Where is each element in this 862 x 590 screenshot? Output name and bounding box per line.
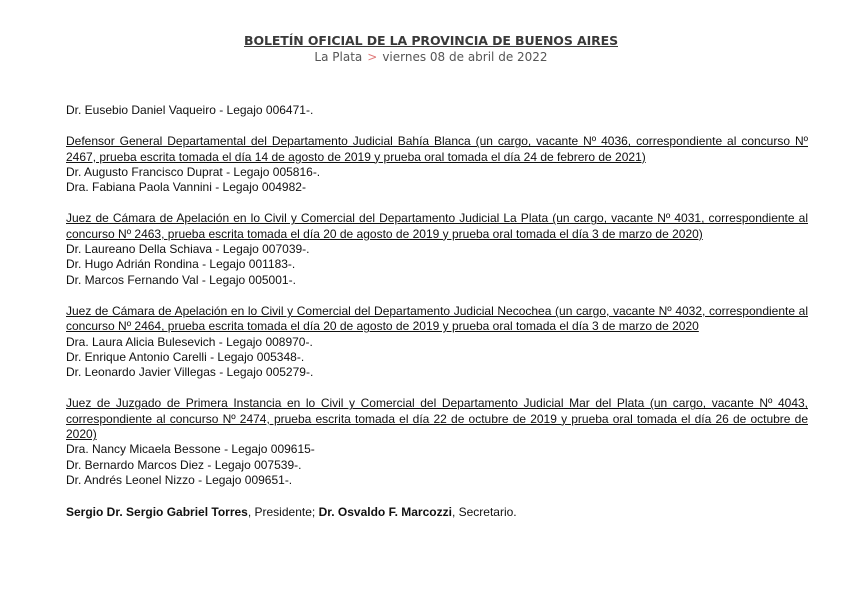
candidate-line: Dra. Fabiana Paola Vannini - Legajo 004982- [66, 180, 306, 195]
dateline-city: La Plata [314, 50, 363, 64]
dateline-separator: > [367, 50, 378, 64]
section-title: Juez de Cámara de Apelación en lo Civil y Comercial del Departamento Judicial La Plata (un cargo, vacante Nº 4031, correspondiente al concurso Nº 2463, prueba escrita tomada el día 20 de agosto de 2019 y prueba oral tomada el día 3 de marzo de 2020) [66, 211, 808, 241]
candidate-line: Dr. Augusto Francisco Duprat - Legajo 005816-. [66, 164, 321, 179]
candidate-line: Dr. Hugo Adrián Rondina - Legajo 001183-. [66, 257, 296, 272]
candidate-line: Dr. Leonardo Javier Villegas - Legajo 005279-. [66, 365, 314, 380]
intro-line: Dr. Eusebio Daniel Vaqueiro - Legajo 006471-. [66, 103, 314, 117]
candidate-line: Dr. Enrique Antonio Carelli - Legajo 005348-. [66, 349, 305, 364]
secretary-role: , Secretario. [451, 505, 517, 520]
document-header [0, 33, 862, 64]
section-title: Juez de Juzgado de Primera Instancia en lo Civil y Comercial del Departamento Judicial Mar del Plata (un cargo, vacante Nº 4043, correspondiente al concurso Nº 2474, prueba escrita tomada el día 22 de octubre de 2019 y prueba oral tomada el día 26 de octubre de 2020) [66, 396, 808, 442]
dateline-date: viernes 08 de abril de 2022 [382, 50, 548, 64]
secretary-name: Dr. Osvaldo F. Marcozzi [318, 505, 452, 520]
candidate-line: Dr. Laureano Della Schiava - Legajo 007039-. [66, 242, 310, 257]
appointment-section [66, 396, 808, 488]
appointment-section [66, 211, 808, 287]
candidate-line: Dra. Laura Alicia Bulesevich - Legajo 008970-. [66, 334, 313, 349]
candidate-line: Dr. Marcos Fernando Val - Legajo 005001-. [66, 272, 296, 287]
section-title: Defensor General Departamental del Departamento Judicial Bahía Blanca (un cargo, vacante Nº 4036, correspondiente al concurso Nº 2467, prueba escrita tomada el día 14 de agosto de 2019 y prueba oral tomada el día 24 de febrero de 2021) [66, 134, 808, 164]
candidate-line: Dr. Bernardo Marcos Diez - Legajo 007539-. [66, 457, 302, 472]
president-role: , Presidente; [247, 505, 319, 520]
section-title: Juez de Cámara de Apelación en lo Civil y Comercial del Departamento Judicial Necochea (un cargo, vacante Nº 4032, correspondiente al concurso Nº 2464, prueba escrita tomada el día 20 de agosto de 2019 y prueba oral tomada el día 3 de marzo de 2020 [66, 303, 808, 334]
document-body [66, 103, 808, 521]
signature-line [66, 505, 808, 520]
appointment-section [66, 304, 808, 380]
appointment-section [66, 134, 808, 195]
candidate-line: Dra. Nancy Micaela Bessone - Legajo 009615- [66, 442, 315, 457]
bulletin-title: BOLETÍN OFICIAL DE LA PROVINCIA DE BUENOS AIRES [244, 33, 618, 48]
candidate-line: Dr. Andrés Leonel Nizzo - Legajo 009651-. [66, 472, 293, 487]
president-name: Sergio Dr. Sergio Gabriel Torres [66, 505, 248, 520]
dateline [0, 50, 862, 64]
